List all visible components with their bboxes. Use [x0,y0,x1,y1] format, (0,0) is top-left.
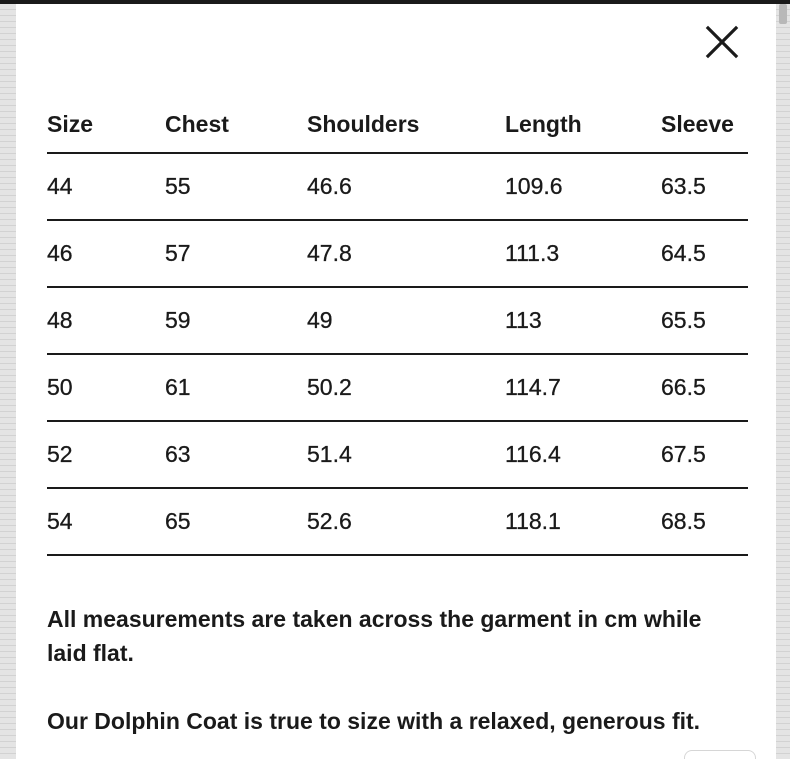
cell-sleeve: 64.5 [661,220,748,287]
table-row [47,220,748,287]
close-icon [702,22,742,62]
fit-note: Our Dolphin Coat is true to size with a relaxed, generous fit. [47,708,701,734]
column-header-sleeve: Sleeve [661,96,748,153]
page-right-scrollbar[interactable] [776,4,790,759]
column-header-chest: Chest [165,96,307,153]
cell-chest: 57 [165,220,307,287]
table-row [47,287,748,354]
column-header-size: Size [47,96,165,153]
close-button[interactable] [702,22,742,62]
cell-sleeve: 63.5 [661,153,748,220]
floating-chip[interactable] [684,750,756,759]
size-chart-table [47,96,748,556]
cell-shoulders: 52.6 [307,488,505,555]
cell-sleeve: 67.5 [661,421,748,488]
cell-length: 114.7 [505,354,661,421]
scrollbar-thumb[interactable] [779,4,787,24]
table-row [47,153,748,220]
cell-size: 50 [47,354,165,421]
cell-size: 52 [47,421,165,488]
cell-size: 48 [47,287,165,354]
table-row [47,421,748,488]
table-row [47,354,748,421]
cell-sleeve: 68.5 [661,488,748,555]
cell-length: 118.1 [505,488,661,555]
cell-chest: 63 [165,421,307,488]
cell-shoulders: 50.2 [307,354,505,421]
cell-shoulders: 51.4 [307,421,505,488]
table-row [47,488,748,555]
cell-shoulders: 46.6 [307,153,505,220]
cell-sleeve: 65.5 [661,287,748,354]
cell-chest: 65 [165,488,307,555]
cell-sleeve: 66.5 [661,354,748,421]
column-header-shoulders: Shoulders [307,96,505,153]
cell-size: 54 [47,488,165,555]
cell-length: 111.3 [505,220,661,287]
cell-chest: 59 [165,287,307,354]
cell-size: 46 [47,220,165,287]
cell-chest: 61 [165,354,307,421]
cell-size: 44 [47,153,165,220]
column-header-length: Length [505,96,661,153]
size-guide-modal [16,4,776,759]
page-left-edge [0,4,16,759]
cell-length: 116.4 [505,421,661,488]
cell-length: 113 [505,287,661,354]
cell-shoulders: 49 [307,287,505,354]
cell-chest: 55 [165,153,307,220]
measurement-note: All measurements are taken across the garment in cm while laid flat. [47,606,702,666]
cell-length: 109.6 [505,153,661,220]
table-header-row [47,96,748,153]
cell-shoulders: 47.8 [307,220,505,287]
